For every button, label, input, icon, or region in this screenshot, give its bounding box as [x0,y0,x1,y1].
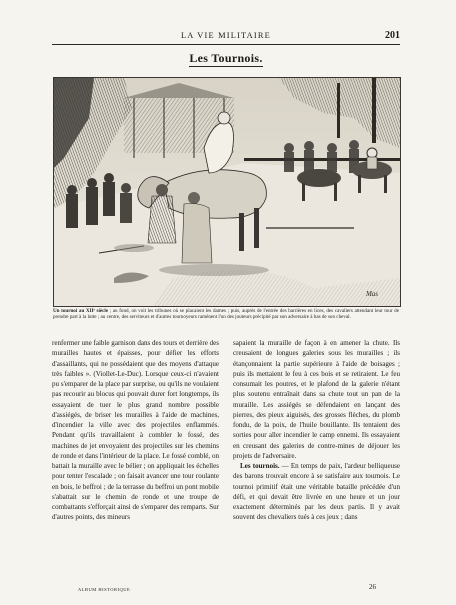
figure-caption [53,308,399,321]
section-title [52,51,400,66]
tournament-engraving [53,77,401,307]
caption-lead: Un tournoi au XIIᵉ siècle [53,308,109,314]
running-title: LA VIE MILITAIRE [180,31,271,40]
run-in-heading: Les tournois. [240,462,280,470]
paragraph-text: — En temps de paix, l'ardeur belliqueuse des barons trouvait encore à se satisfaire aux tournois. Le tournoi primitif était une véritable bataille précédée d'un défi, et qui devait être livrée en une heure et un jour exactement déterminés par les deux partis. Il y avait souvent des chevaliers tués à ces jeux ; dans [233,462,400,522]
column-right [233,338,400,523]
paragraph [233,461,400,523]
footer-album-title: ALBUM HISTORIQUE. [78,587,132,592]
page-number: 201 [385,30,400,41]
body-columns [52,338,400,580]
paragraph: sapaient la muraille de façon à en amener la chute. Ils creusaient de longues galeries sous les murailles ; ils étançonnaient la partie supérieure à l'aide de boisages ; puis ils mettaient le feu à ces bois et se retiraient. Le feu consumait les poutres, et le plafond de la galerie n'étant plus soutenu entraînait dans sa chute tout un pan de la muraille. Les assiégés se défendaient en lançant des pierres, des pieux aiguisés, des grosses flèches, du plomb fondu, de la poix, de l'huile bouillante. Ils tentaient des sorties pour aller incendier le camp ennemi. Ils essayaient en creusant des galeries de contre-mines de déjouer les projets de l'adversaire. [233,339,400,460]
running-head [52,30,400,44]
caption-text: ; au fond, on voit les tribunes où se placaient les dames ; puis, auprès de l'entrée des barrières en lices, des cavaliers attendant leur tour de prendre part à la lutte ; au centre, des serviteurs et d'autres tournoyeurs ramènent l'un des jouteurs précipité par son adversaire à bas de son cheval. [53,308,399,321]
footer-signature-mark: 26 [369,583,376,591]
section-title-text: Les Tournois. [189,51,263,65]
header-rule [52,44,400,45]
column-left [52,338,219,523]
engraver-signature: Mas [365,290,378,298]
paragraph: renfermer une faible garnison dans des tours et derrière des murailles hautes et épaisses, pour défier les efforts d'assaillants, qui ne possédaient que des moyens d'attaque très faibles ». (Viollet-Le-Duc). Lorsque ceux-ci n'avaient pu s'emparer de la place par surprise, ou qu'ils ne voulaient pas recourir au blocus qui pouvait durer fort longtemps, ils essayaient de tuer le plus grand nombre possible d'assiégés, de briser les murailles à l'aide de machines, d'incendier la ville avec des projectiles enflammés. Pendant qu'ils travaillaient à combler le fossé, des machines de jet envoyaient des projectiles sur les chemins de ronde et dans l'intérieur de la place. Le fossé comblé, on battait la muraille avec le bélier ; on appliquait les échelles pour tenter l'escalade ; on faisait avancer une tour roulante en bois, le beffroi ; de la terrasse du beffroi un pont mobile s'abattait sur le chemin de ronde et une troupe de combattants s'efforçait ainsi de s'emparer des remparts. Sur d'autres points, des mineurs [52,339,220,522]
engraving-illustration [54,78,400,306]
